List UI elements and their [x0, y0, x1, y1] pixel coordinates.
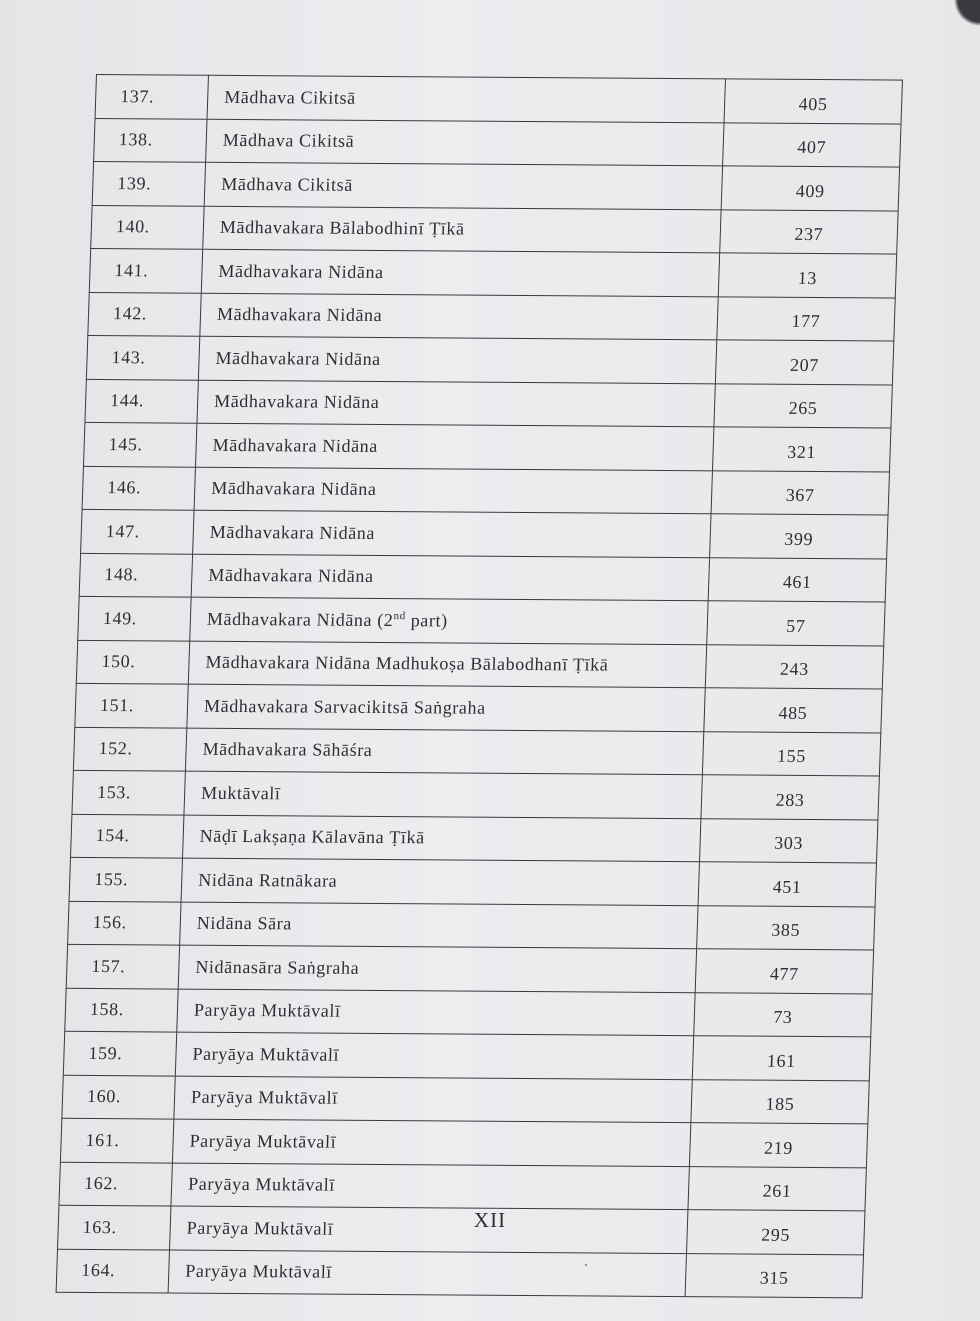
row-page-number: 219	[689, 1123, 867, 1168]
row-title-text: Mādhavakara Nidāna Madhukoṣa Bālabodhanī Ṭīkā	[205, 652, 609, 675]
row-page-number: 461	[708, 557, 886, 602]
row-page-number: 477	[695, 949, 873, 994]
row-title-text: Nidāna Ratnākara	[197, 869, 338, 891]
row-page-number: 451	[698, 862, 876, 907]
row-title-text: Nidāna Sāra	[196, 912, 293, 934]
row-title-text: Paryāya Muktāvalī	[190, 1086, 339, 1108]
table-row	[95, 75, 902, 124]
table-row	[63, 1031, 870, 1080]
table-row	[68, 901, 875, 950]
row-page-number: 409	[721, 166, 899, 211]
row-title-text: Mādhavakara Nidāna	[209, 521, 376, 543]
row-page-number: 161	[692, 1036, 870, 1081]
row-number: 162.	[59, 1162, 172, 1206]
row-number: 139.	[92, 161, 205, 205]
row-number: 143.	[86, 335, 199, 379]
row-title	[188, 641, 706, 688]
row-title-text: Mādhavakara Nidāna	[213, 391, 380, 413]
row-number: 150.	[76, 640, 189, 684]
row-page-number: 57	[707, 601, 885, 646]
row-title	[180, 902, 698, 949]
row-title-text: Mādhava Cikitsā	[221, 173, 354, 195]
row-page-number: 13	[718, 253, 896, 298]
row-number: 138.	[94, 118, 207, 162]
table-row	[56, 1249, 863, 1298]
row-number: 155.	[69, 857, 182, 901]
row-title-text: Mādhavakara Sāhāśra	[202, 739, 373, 761]
row-number: 142.	[88, 292, 201, 336]
row-page-number: 295	[687, 1210, 865, 1255]
row-title	[193, 510, 711, 557]
row-title-text: Mādhavakara Nidāna	[216, 304, 383, 326]
row-title	[194, 467, 712, 514]
row-title-text: Muktāvalī	[200, 782, 281, 804]
row-title-text: Paryāya Muktāvalī	[184, 1260, 333, 1282]
row-title	[175, 1032, 693, 1079]
row-title	[197, 380, 715, 427]
row-number: 160.	[62, 1075, 175, 1119]
row-number: 156.	[68, 901, 181, 945]
index-table-body	[56, 75, 902, 1298]
row-number: 149.	[78, 596, 191, 640]
row-title-text: Mādhavakara Sarvacikitsā Saṅgraha	[203, 695, 487, 718]
row-number: 140.	[91, 205, 204, 249]
table-row	[62, 1075, 869, 1124]
row-title-text: Mādhavakara Bālabodhinī Ṭīkā	[219, 217, 465, 239]
row-page-number: 407	[723, 122, 901, 167]
table-row	[78, 596, 885, 645]
row-number: 146.	[82, 466, 195, 510]
row-page-number: 315	[685, 1253, 863, 1298]
row-number: 144.	[85, 379, 198, 423]
row-page-number: 243	[705, 644, 883, 689]
row-number: 161.	[60, 1118, 173, 1162]
row-title-text: Mādhava Cikitsā	[222, 130, 355, 152]
row-number: 141.	[89, 248, 202, 292]
row-page-number: 405	[724, 79, 902, 124]
row-title	[195, 423, 713, 470]
row-title	[200, 293, 718, 340]
row-title	[184, 771, 702, 818]
row-number: 151.	[75, 683, 188, 727]
table-row	[75, 683, 882, 732]
row-page-number: 283	[701, 775, 879, 820]
page-number: XII	[473, 1208, 507, 1232]
table-row	[66, 944, 873, 993]
row-title-text: Mādhavakara Nidāna	[210, 478, 377, 500]
table-row	[71, 814, 878, 863]
row-title	[203, 206, 721, 253]
table-row	[73, 727, 880, 776]
row-title-text: Mādhavakara Nidāna	[218, 260, 385, 282]
row-title	[204, 162, 722, 209]
row-title	[168, 1250, 686, 1297]
row-title-text: Mādhavakara Nidāna	[212, 434, 379, 456]
table-row	[76, 640, 883, 689]
row-number: 145.	[83, 422, 196, 466]
row-title-text: Paryāya Muktāvalī	[189, 1130, 337, 1152]
table-row	[65, 988, 872, 1037]
row-page-number: 321	[712, 427, 890, 472]
row-title	[171, 1163, 689, 1210]
table-row	[72, 770, 879, 819]
row-title-text: Paryāya Muktāvalī	[192, 1043, 340, 1065]
row-number: 164.	[56, 1249, 169, 1293]
row-title-text: Nāḍī Lakṣaṇa Kālavāna Ṭīkā	[199, 825, 426, 848]
table-row	[82, 466, 889, 515]
row-title	[191, 554, 709, 601]
row-number: 152.	[73, 727, 186, 771]
row-title	[183, 815, 701, 862]
row-title	[206, 119, 724, 166]
row-title	[187, 684, 705, 731]
row-number: 147.	[81, 509, 194, 553]
row-title-text: Mādhavakara Nidāna	[215, 347, 382, 369]
row-title	[177, 989, 695, 1036]
row-page-number: 399	[710, 514, 888, 559]
row-title	[198, 336, 716, 383]
row-number: 158.	[65, 988, 178, 1032]
row-title	[174, 1076, 692, 1123]
row-title	[201, 249, 719, 296]
index-table-wrapper	[56, 74, 902, 1298]
row-page-number: 385	[697, 905, 875, 950]
row-number: 159.	[63, 1031, 176, 1075]
row-page-number: 367	[711, 470, 889, 515]
row-title-tail: part)	[405, 609, 449, 631]
table-row	[86, 335, 893, 384]
table-row	[89, 248, 896, 297]
table-row	[92, 161, 899, 210]
table-row	[91, 205, 898, 254]
row-title-text: Mādhavakara Nidāna (2	[206, 608, 394, 630]
page-corner-shadow	[920, 0, 980, 40]
row-title-text: Paryāya Muktāvalī	[186, 1217, 334, 1239]
row-page-number: 237	[720, 209, 898, 254]
row-title	[178, 945, 696, 992]
table-row	[94, 118, 901, 167]
row-page-number: 485	[704, 688, 882, 733]
row-title-text: Paryāya Muktāvalī	[187, 1173, 336, 1195]
row-title-text: Mādhava Cikitsā	[223, 86, 357, 108]
table-row	[88, 292, 895, 341]
row-number: 154.	[71, 814, 184, 858]
row-title-text: Mādhavakara Nidāna	[208, 565, 374, 587]
table-row	[69, 857, 876, 906]
row-title	[181, 858, 699, 905]
row-number: 153.	[72, 770, 185, 814]
row-page-number: 185	[691, 1079, 869, 1124]
table-row	[79, 553, 886, 602]
row-title	[172, 1119, 690, 1166]
row-page-number: 265	[714, 383, 892, 428]
row-page-number: 73	[694, 992, 872, 1037]
row-page-number: 177	[717, 296, 895, 341]
row-title	[190, 597, 708, 644]
row-number: 163.	[58, 1205, 171, 1249]
row-title-superscript: nd	[393, 609, 407, 622]
table-row	[81, 509, 888, 558]
row-page-number: 207	[715, 340, 893, 385]
row-title-text: Paryāya Muktāvalī	[193, 999, 341, 1021]
row-page-number: 303	[699, 818, 877, 863]
speck	[585, 1264, 587, 1266]
row-page-number: 261	[688, 1166, 866, 1211]
table-row	[83, 422, 890, 471]
row-title	[185, 728, 703, 775]
table-row	[59, 1162, 866, 1211]
index-table	[56, 74, 903, 1298]
row-page-number: 155	[702, 731, 880, 776]
table-row	[60, 1118, 867, 1167]
row-title	[207, 75, 725, 122]
row-number: 137.	[95, 75, 208, 119]
row-title-text: Nidānasāra Saṅgraha	[195, 956, 360, 978]
row-number: 148.	[79, 553, 192, 597]
table-row	[85, 379, 892, 428]
row-number: 157.	[66, 944, 179, 988]
